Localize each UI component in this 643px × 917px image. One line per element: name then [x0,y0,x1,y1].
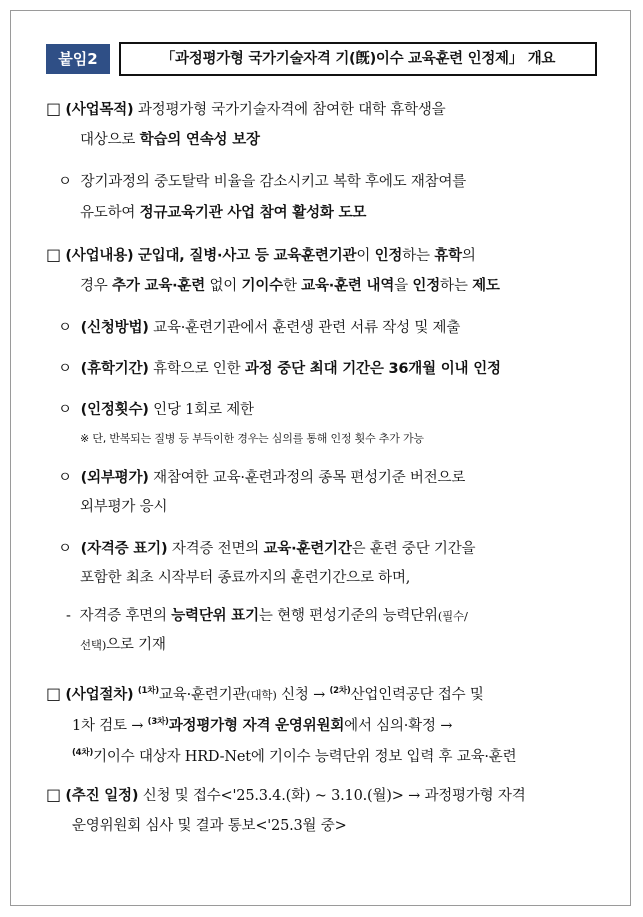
circle-bullet-icon: ㅇ [58,541,72,557]
cert-line-2: 포함한 최초 시작부터 종료까지의 훈련기간으로 하며, [80,570,411,586]
procedure-label: (사업절차) [65,687,134,703]
purpose-line-1 [46,98,445,121]
purpose-line-2: 대상으로 학습의 연속성 보장 [80,132,260,148]
purpose-sub-line-2: 유도하여 정규교육기관 사업 참여 활성화 도모 [80,205,367,221]
purpose-label: (사업목적) [65,102,134,118]
purpose-sub-line-1: ㅇ 장기과정의 중도탈락 비율을 감소시키고 복학 후에도 재참여를 [58,174,467,190]
eval-label: (외부평가) [80,470,149,486]
schedule-line-2: 운영위원회 심사 및 결과 통보<'25.3월 중> [72,818,347,834]
attachment-tag: 붙임2 [46,44,110,74]
leave-line: ㅇ (휴학기간) 휴학으로 인한 과정 중단 최대 기간은 36개월 이내 인정 [58,361,501,377]
circle-bullet-icon: ㅇ [58,174,72,190]
purpose-sub-emphasis: 정규교육기관 사업 참여 활성화 도모 [139,205,367,221]
count-line: ㅇ (인정횟수) 인당 1회로 제한 [58,402,254,418]
schedule-label: (추진 일정) [65,788,139,804]
procedure-line-3: $^{(4차)}$기이수 대상자 HRD-Net에 기이수 능력단위 정보 입력 후 교육·훈련 [72,748,517,765]
square-bullet-icon: □ [46,684,61,703]
circle-bullet-icon: ㅇ [58,402,72,418]
procedure-line-1: □ (사업절차) $^{(1차)}$교육·훈련기관(대학) 신청 → $^{(2차)}$산업인력공단 접수 및 [46,684,484,703]
apply-label: (신청방법) [80,320,149,336]
square-bullet-icon: □ [46,99,61,118]
dash-bullet: - [66,608,71,624]
content-label: (사업내용) [65,248,134,264]
count-note: ※ 단, 반복되는 질병 등 부득이한 경우는 심의를 통해 인정 횟수 추가 가능 [80,432,424,445]
square-bullet-icon: □ [46,785,61,804]
cert-label: (자격증 표기) [80,541,168,557]
circle-bullet-icon: ㅇ [58,320,72,336]
schedule-line-1: □ (추진 일정) 신청 및 접수<'25.3.4.(화) ~ 3.10.(월)> → 과정평가형 자격 [46,785,526,804]
content-line-2: 경우 추가 교육·훈련 없이 기이수한 교육·훈련 내역을 인정하는 제도 [80,278,500,294]
cert-sub-line-2: 선택)으로 기재 [80,637,166,653]
leave-label: (휴학기간) [80,361,149,377]
eval-line-2: 외부평가 응시 [80,499,168,515]
document-title: 「과정평가형 국가기술자격 기(旣)이수 교육훈련 인정제」 개요 [119,42,597,76]
circle-bullet-icon: ㅇ [58,361,72,377]
eval-line-1: ㅇ (외부평가) 재참여한 교육·훈련과정의 종목 편성기준 버전으로 [58,470,466,486]
count-label: (인정횟수) [80,402,149,418]
cert-line-1: ㅇ (자격증 표기) 자격증 전면의 교육·훈련기간은 훈련 중단 기간을 [58,541,476,557]
procedure-line-2: 1차 검토 → $^{(3차)}$과정평가형 자격 운영위원회에서 심의·확정 → [72,717,453,734]
purpose-emphasis: 학습의 연속성 보장 [139,132,260,148]
cert-sub-line-1: - 자격증 후면의 능력단위 표기는 현행 편성기준의 능력단위(필수/ [66,608,468,624]
circle-bullet-icon: ㅇ [58,470,72,486]
square-bullet-icon: □ [46,245,61,264]
content-line-1: □ (사업내용) 군입대, 질병·사고 등 교육훈련기관이 인정하는 휴학의 [46,245,476,264]
apply-line: ㅇ (신청방법) 교육·훈련기관에서 훈련생 관련 서류 작성 및 제출 [58,320,461,336]
purpose-text: 과정평가형 국가기술자격에 참여한 대학 휴학생을 [137,102,446,118]
